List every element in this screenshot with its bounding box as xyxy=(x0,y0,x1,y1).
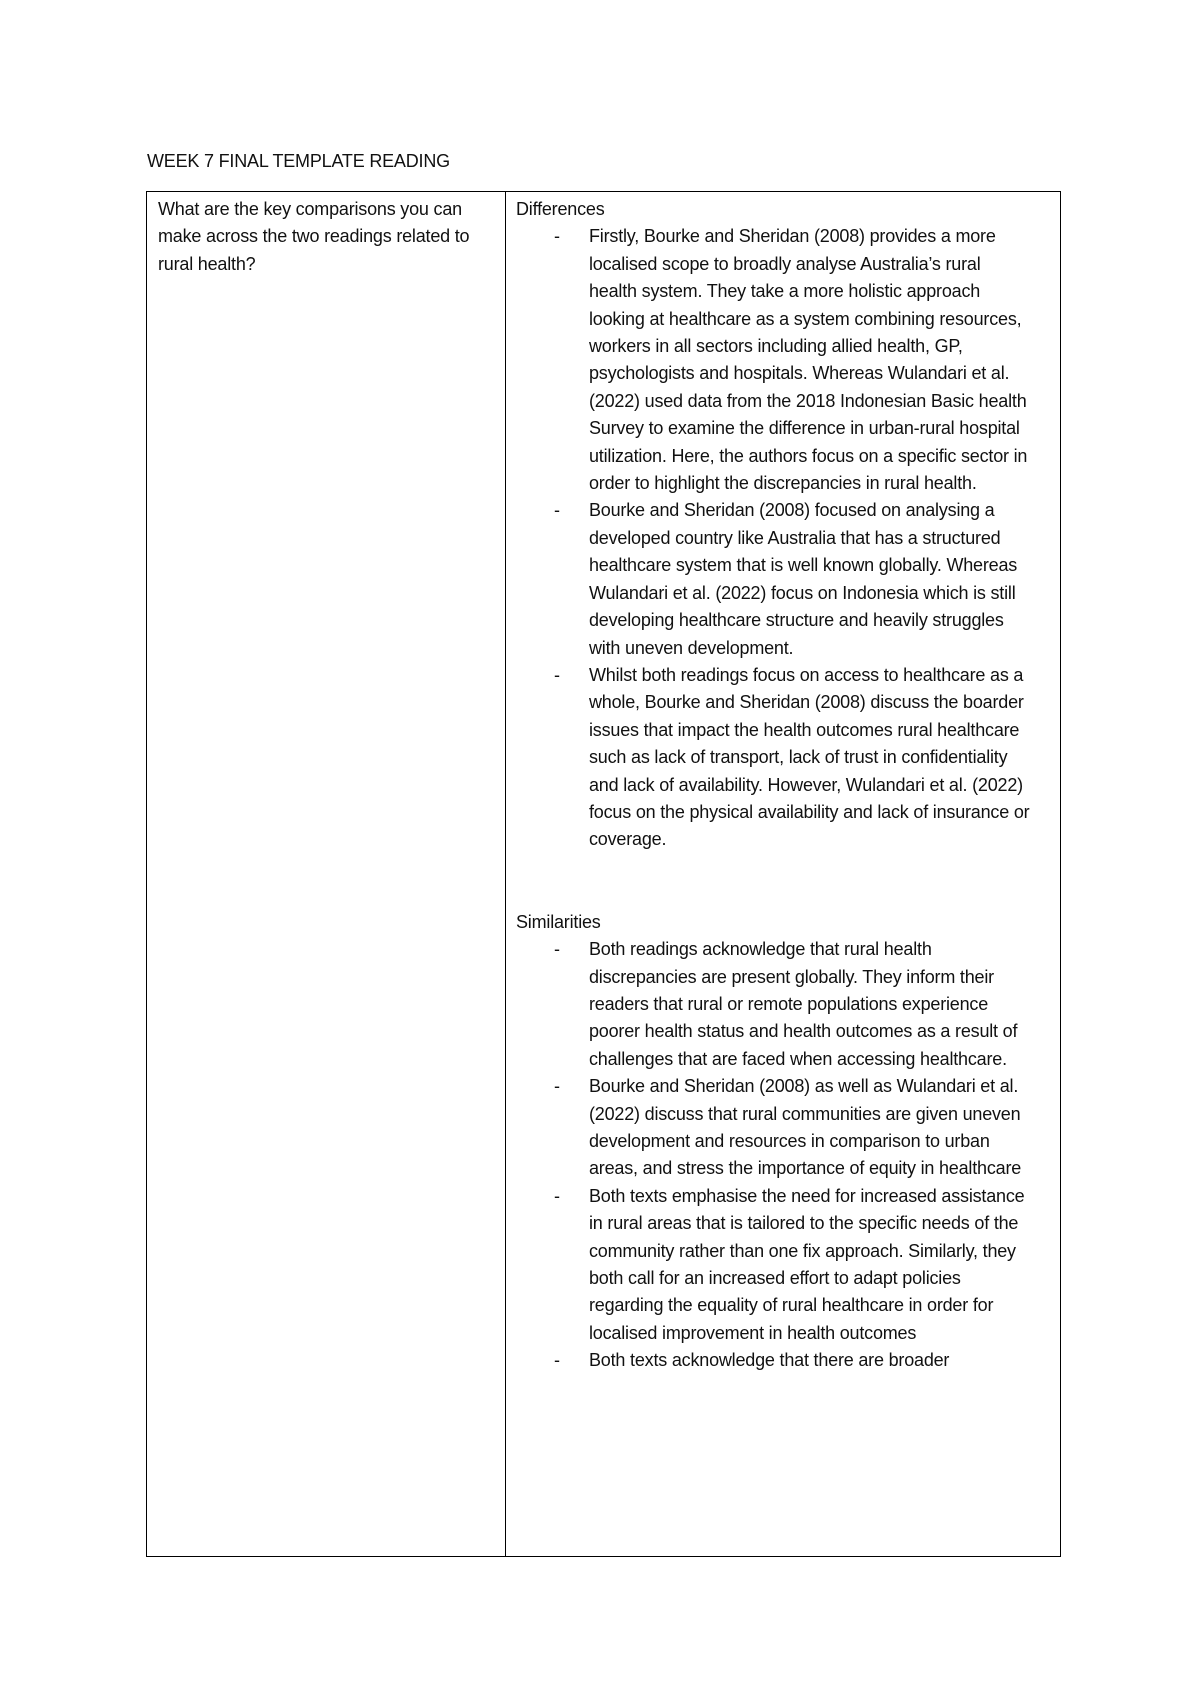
list-item xyxy=(516,1347,1030,1374)
list-item xyxy=(516,1183,1030,1347)
list-item xyxy=(516,223,1030,497)
dash-bullet: - xyxy=(554,1350,560,1371)
similarity-text-3: Both texts emphasise the need for increased assistance in rural areas that is tailored to the specific needs of the community rather than one fix approach. Similarly, they both call for an increased effort to adapt policies regarding the equality of rural healthcare in order for localised improvement in health outcomes xyxy=(589,1185,1025,1343)
similarity-text-4: Both texts acknowledge that there are broader xyxy=(589,1350,950,1371)
dash-bullet: - xyxy=(554,226,560,247)
question-cell xyxy=(147,192,506,1557)
difference-text-1: Firstly, Bourke and Sheridan (2008) provides a more localised scope to broadly analyse Australia’s rural health system. They take a more holistic approach looking at healthcare as a system combining resources, workers in all sectors including allied health, GP, psychologists and hospitals. Whereas Wulandari et al. (2022) used data from the 2018 Indonesian Basic health Survey to examine the difference in urban-rural hospital utilization. Here, the authors focus on a specific sector in order to highlight the discrepancies in rural health. xyxy=(589,226,1028,494)
dash-bullet: - xyxy=(554,664,560,685)
list-item xyxy=(516,662,1030,854)
differences-heading: Differences xyxy=(516,199,605,219)
section-spacer xyxy=(516,854,1030,909)
table-row xyxy=(147,192,1061,1557)
difference-text-3: Whilst both readings focus on access to healthcare as a whole, Bourke and Sheridan (2008) discuss the boarder issues that impact the health outcomes rural healthcare such as lack of transport, lack of trust in confidentiality and lack of availability. However, Wulandari et al. (2022) focus on the physical availability and lack of insurance or coverage. xyxy=(589,664,1030,850)
dash-bullet: - xyxy=(554,500,560,521)
question-text: What are the key comparisons you can make across the two readings related to rural health? xyxy=(158,199,470,274)
dash-bullet: - xyxy=(554,1185,560,1206)
similarity-text-2: Bourke and Sheridan (2008) as well as Wulandari et al. (2022) discuss that rural communities are given uneven development and resources in comparison to urban areas, and stress the importance of equity in healthcare xyxy=(589,1076,1022,1179)
page-title: WEEK 7 FINAL TEMPLATE READING xyxy=(147,151,450,171)
similarity-text-1: Both readings acknowledge that rural health discrepancies are present globally. They inform their readers that rural or remote populations experience poorer health status and health outcomes as a result of challenges that are faced when accessing healthcare. xyxy=(589,939,1018,1069)
answer-cell xyxy=(506,192,1061,1557)
difference-text-2: Bourke and Sheridan (2008) focused on analysing a developed country like Australia that has a structured healthcare system that is well known globally. Whereas Wulandari et al. (2022) focus on Indonesia which is still developing healthcare structure and heavily struggles with uneven development. xyxy=(589,500,1018,658)
dash-bullet: - xyxy=(554,939,560,960)
similarities-heading: Similarities xyxy=(516,911,601,932)
list-item xyxy=(516,936,1030,1073)
similarities-list xyxy=(516,936,1030,1375)
comparison-table xyxy=(146,191,1061,1557)
list-item xyxy=(516,497,1030,661)
list-item xyxy=(516,1073,1030,1183)
differences-list xyxy=(516,223,1030,853)
dash-bullet: - xyxy=(554,1076,560,1097)
